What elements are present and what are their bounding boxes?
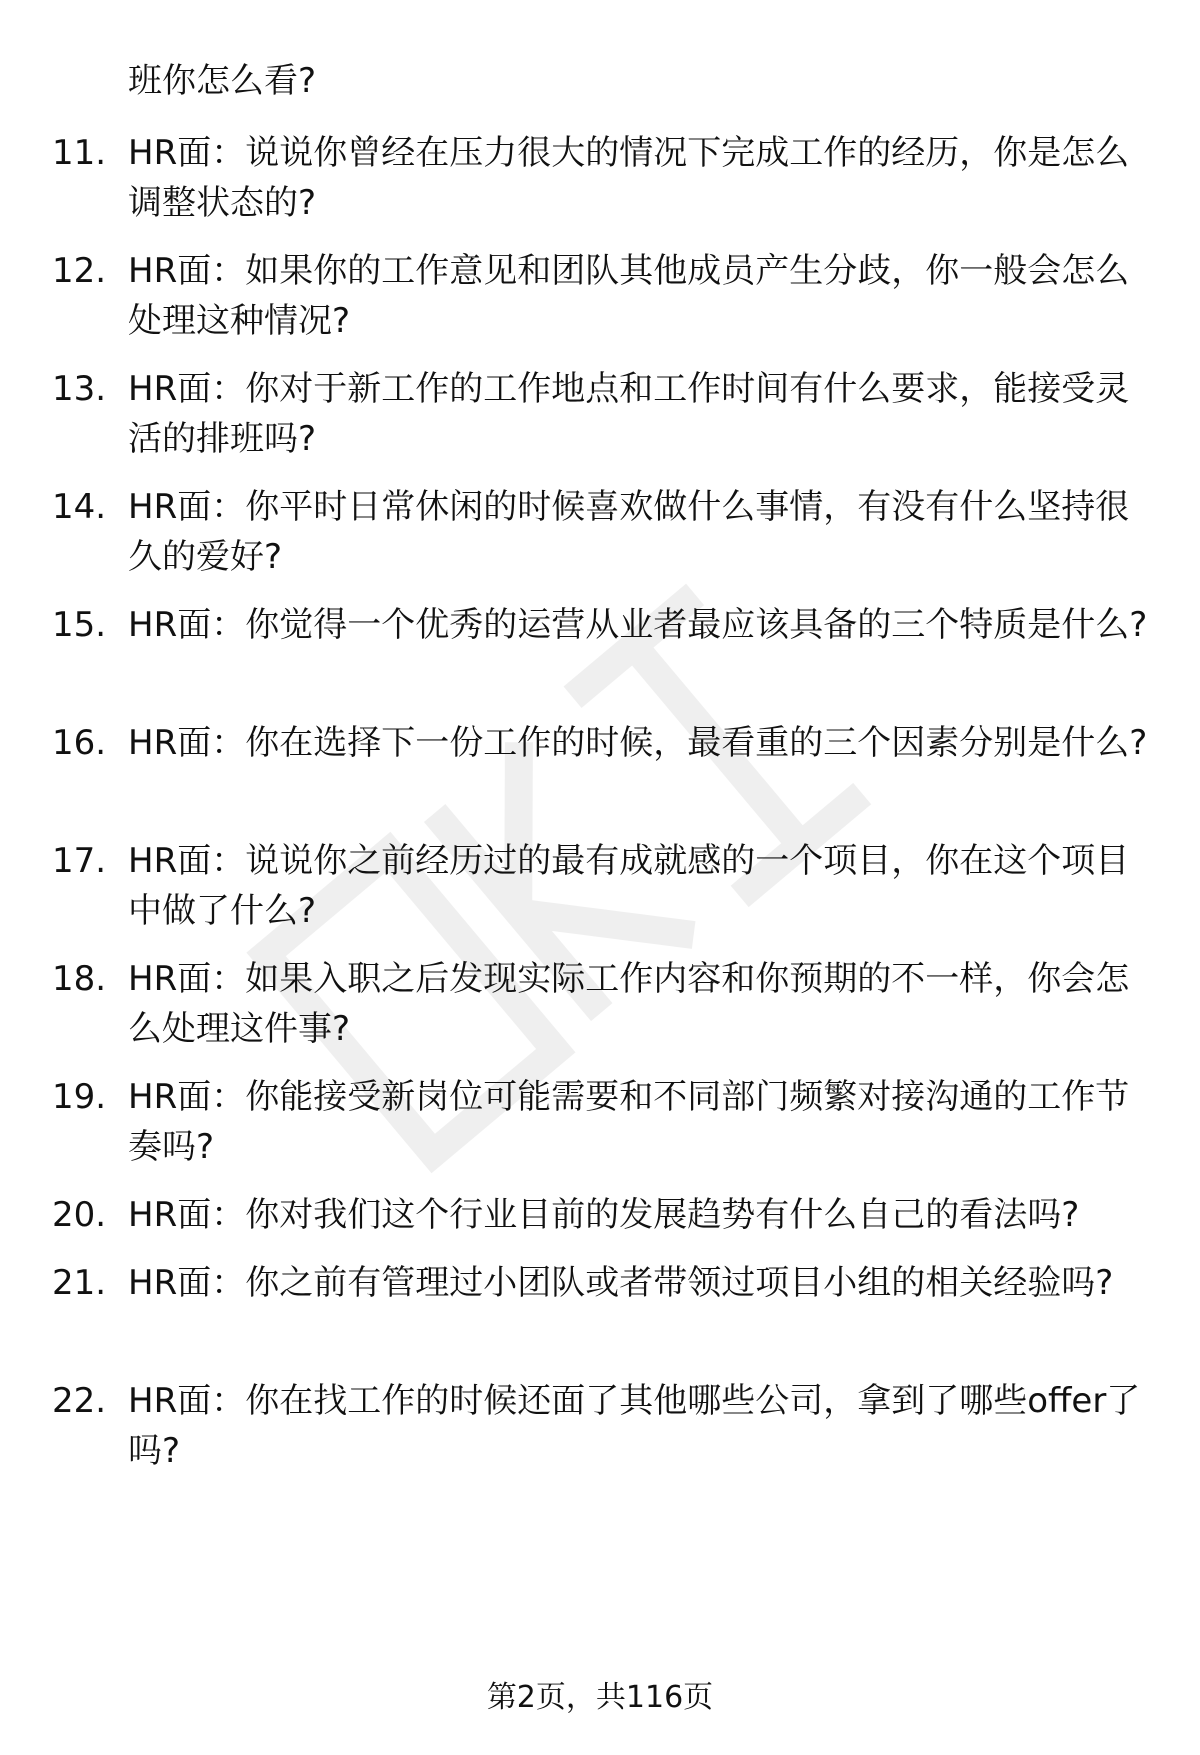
question-text: HR面：你对我们这个行业目前的发展趋势有什么自己的看法吗?	[128, 1195, 1080, 1235]
question-text: HR面：如果你的工作意见和团队其他成员产生分歧，你一般会怎么处理这种情况?	[128, 251, 1130, 341]
continued-question-text: 班你怎么看?	[128, 61, 317, 101]
question-text: HR面：如果入职之后发现实际工作内容和你预期的不一样，你会怎么处理这件事?	[128, 959, 1130, 1049]
question-number: 16.	[52, 723, 107, 763]
question-text: HR面：你对于新工作的工作地点和工作时间有什么要求，能接受灵活的排班吗?	[128, 369, 1130, 459]
question-text: HR面：你觉得一个优秀的运营从业者最应该具备的三个特质是什么?	[128, 605, 1148, 645]
question-text: HR面：说说你曾经在压力很大的情况下完成工作的经历，你是怎么调整状态的?	[128, 133, 1130, 223]
question-number: 19.	[52, 1077, 107, 1117]
question-text: HR面：你在选择下一份工作的时候，最看重的三个因素分别是什么?	[128, 723, 1148, 763]
question-number: 20.	[52, 1195, 107, 1235]
page-footer: 第2页，共116页	[486, 1680, 714, 1715]
question-number: 12.	[52, 251, 107, 291]
question-number: 17.	[52, 841, 107, 881]
question-number: 22.	[52, 1381, 107, 1421]
question-number: 15.	[52, 605, 107, 645]
question-text: HR面：你平时日常休闲的时候喜欢做什么事情，有没有什么坚持很久的爱好?	[128, 487, 1130, 577]
question-text: HR面：你在找工作的时候还面了其他哪些公司，拿到了哪些offer了吗?	[128, 1381, 1141, 1471]
question-number: 13.	[52, 369, 107, 409]
question-text: HR面：说说你之前经历过的最有成就感的一个项目，你在这个项目中做了什么?	[128, 841, 1130, 931]
question-number: 11.	[52, 133, 107, 173]
question-number: 21.	[52, 1263, 107, 1303]
question-text: HR面：你能接受新岗位可能需要和不同部门频繁对接沟通的工作节奏吗?	[128, 1077, 1130, 1167]
question-text: HR面：你之前有管理过小团队或者带领过项目小组的相关经验吗?	[128, 1263, 1114, 1303]
question-number: 18.	[52, 959, 107, 999]
question-number: 14.	[52, 487, 107, 527]
